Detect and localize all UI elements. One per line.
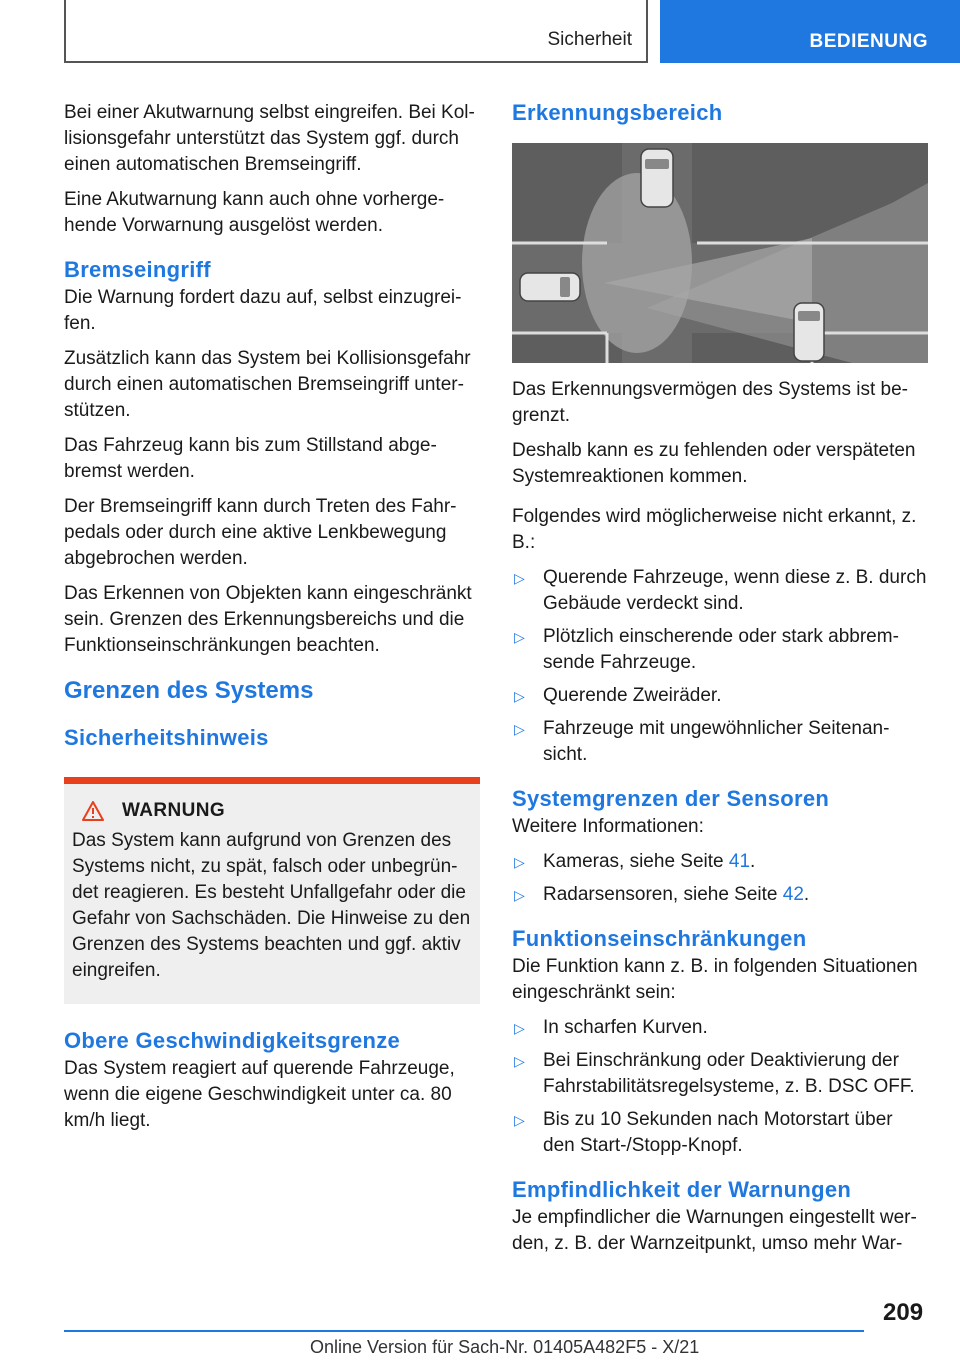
page-link-41[interactable]: 41: [728, 851, 751, 872]
list-item: ▷ Radarsensoren, siehe Seite 42.: [512, 882, 928, 908]
erkennung-paragraph: Folgendes wird möglicherweise nicht erkannt, z. B.:: [512, 506, 917, 553]
funktion-list: [512, 1015, 928, 1159]
sicherheitshinweis-heading: Sicherheitshinweis: [64, 725, 269, 750]
list-item: ▷ Fahrzeuge mit ungewöhnlicher Seitenan‐ sicht.: [512, 716, 928, 768]
list-item: ▷ In scharfen Kurven.: [512, 1015, 928, 1041]
footer-online-version: Online Version für Sach-Nr. 01405A482F5 - X/21: [310, 1337, 700, 1357]
erkennung-paragraph: Deshalb kann es zu fehlenden oder verspäteten Systemreaktionen kommen.: [512, 440, 916, 487]
empfindlichkeit-heading: Empfindlichkeit der Warnungen: [512, 1177, 852, 1202]
header-section-box: [64, 0, 648, 63]
bremseingriff-paragraph: Zusätzlich kann das System bei Kollisionsgefahr durch einen automatischen Bremseingriff unter‐ stützen.: [64, 348, 471, 421]
bullet-triangle-icon: ▷: [514, 1020, 525, 1036]
sensoren-heading: Systemgrenzen der Sensoren: [512, 786, 830, 811]
geschwindigkeit-heading: Obere Geschwindigkeitsgrenze: [64, 1028, 401, 1053]
footer-divider: [64, 1330, 864, 1332]
warning-header: [72, 800, 472, 822]
sensoren-intro: Weitere Informationen:: [512, 816, 704, 837]
bullet-triangle-icon: ▷: [514, 629, 525, 645]
bremseingriff-heading: Bremseingriff: [64, 257, 211, 282]
bullet-triangle-icon: ▷: [514, 1112, 525, 1128]
bullet-triangle-icon: ▷: [514, 887, 525, 903]
bullet-triangle-icon: ▷: [514, 721, 525, 737]
intro-paragraph: Eine Akutwarnung kann auch ohne vorherge‐ hende Vorwarnung ausgelöst werden.: [64, 189, 445, 236]
empfindlichkeit-paragraph: Je empfindlicher die Warnungen eingestellt wer‐ den, z. B. der Warnzeitpunkt, umso mehr War‐: [512, 1207, 917, 1254]
header-chapter-tab: [660, 0, 960, 63]
right-column: [512, 100, 928, 1266]
list-item: ▷ Bis zu 10 Sekunden nach Motorstart über den Start-/Stopp-Knopf.: [512, 1107, 928, 1159]
list-item: ▷ Kameras, siehe Seite 41.: [512, 849, 928, 875]
bremseingriff-paragraph: Der Bremseingriff kann durch Treten des Fahr‐ pedals oder durch eine aktive Lenkbewegung abgebrochen werden.: [64, 496, 457, 569]
list-item: ▷ Querende Fahrzeuge, wenn diese z. B. durch Gebäude verdeckt sind.: [512, 565, 928, 617]
page-number: 209: [883, 1299, 924, 1326]
erkennungsbereich-heading: Erkennungsbereich: [512, 100, 723, 125]
list-item: ▷ Bei Einschränkung oder Deaktivierung der Fahrstabilitätsregelsysteme, z. B. DSC OFF.: [512, 1048, 928, 1100]
erkennung-paragraph: Das Erkennungsvermögen des Systems ist be‐ grenzt.: [512, 379, 909, 426]
header-chapter-title: BEDIENUNG: [809, 31, 928, 52]
funktion-heading: Funktionseinschränkungen: [512, 926, 807, 951]
left-column: [64, 100, 480, 1143]
bullet-triangle-icon: ▷: [514, 570, 525, 586]
detection-area-illustration: [512, 143, 928, 363]
warning-triangle-icon: [82, 801, 104, 821]
warning-box: [64, 777, 480, 1004]
list-item: ▷ Querende Zweiräder.: [512, 683, 928, 709]
intro-paragraph: Bei einer Akutwarnung selbst eingreifen. Bei Kol‐ lisionsgefahr unterstützt das System ggf. durch einen automatischen Bremseingriff.: [64, 102, 475, 175]
bremseingriff-paragraph: Die Warnung fordert dazu auf, selbst einzugrei‐ fen.: [64, 287, 462, 334]
bremseingriff-paragraph: Das Erkennen von Objekten kann eingeschränkt sein. Grenzen des Erkennungsbereichs und die Funktionseinschränkungen beachten.: [64, 583, 472, 656]
list-item: ▷ Plötzlich einscherende oder stark abbrem‐ sende Fahrzeuge.: [512, 624, 928, 676]
warning-label: WARNUNG: [122, 800, 226, 821]
warning-text: Das System kann aufgrund von Grenzen des Systems nicht, zu spät, falsch oder unbegrün‐ det reagieren. Es besteht Unfallgefahr oder die Gefahr von Sachschäden. Die Hinweise zu den Grenzen des Systems beachten und ggf. aktiv eingreifen.: [72, 830, 471, 981]
sensoren-list: [512, 849, 928, 908]
page-link-42[interactable]: 42: [782, 884, 804, 905]
funktion-intro: Die Funktion kann z. B. in folgenden Situationen eingeschränkt sein:: [512, 956, 918, 1003]
bullet-triangle-icon: ▷: [514, 1053, 525, 1069]
bullet-triangle-icon: ▷: [514, 688, 525, 704]
geschwindigkeit-paragraph: Das System reagiert auf querende Fahrzeuge, wenn die eigene Geschwindigkeit unter ca. 80 km/h liegt.: [64, 1058, 455, 1131]
bremseingriff-paragraph: Das Fahrzeug kann bis zum Stillstand abge‐ bremst werden.: [64, 435, 437, 482]
grenzen-heading: Grenzen des Systems: [64, 677, 314, 704]
bullet-triangle-icon: ▷: [514, 854, 525, 870]
erkennung-list: [512, 565, 928, 768]
header-section-title: Sicherheit: [547, 29, 632, 50]
